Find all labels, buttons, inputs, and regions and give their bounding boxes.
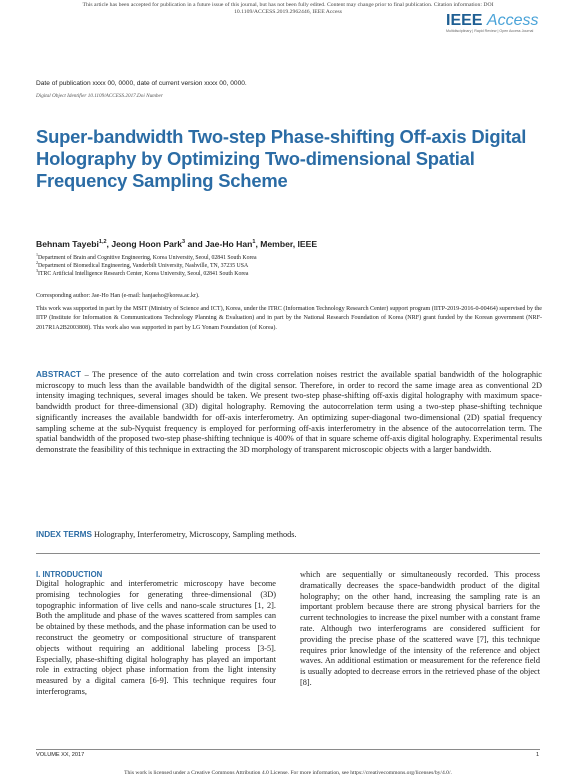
affiliation-3: $^3$ITRC Artificial Intelligence Research Center, Korea University, Seoul, 02841 South Korea [36,268,249,277]
author-3-membership: , Member, IEEE [255,239,318,249]
abstract-label: ABSTRACT [36,370,82,379]
footer-page-number: 1 [536,752,540,758]
index-terms [36,530,542,539]
funding-statement: This work was supported in part by the MSIT (Ministry of Science and ICT), Korea, under the ITRC (Information Technology Research Center) support program (IITP-2019-2016-0-00464) supervised by the IITP (Institute for Information & Communications Technology Planning & Evaluation) and in part by the National Research Foundation of Korea (NRF) grant funded by the Korean government (NRF-2017R1A2B2003808). This work also was supported in part by LG Yonam Foundation (of Korea). [36,306,542,331]
author-1-affil: 1,2 [98,239,107,246]
author-1: Behnam Tayebi [36,239,99,249]
footer-volume: VOLUME XX, 2017 [36,752,85,758]
footer-divider [36,749,540,750]
logo-ieee-text: IEEE [446,12,483,29]
author-3: and Jae-Ho Han [185,239,253,249]
logo-access-text: Access [486,12,539,29]
publication-notice-line1: This article has been accepted for publication in a future issue of this journal, but has not been fully edited. Content may change prior to final publication. Citation information: DOI [82,2,494,8]
intro-right-column: which are sequentially or simultaneously recorded. This process dramatically decreases the space-bandwidth product of the digital holography; on the other hand, increasing the sampling rate is an important problem because there are strong physical barriers for the current technologies to increase the pixel number with a constant frame rate. Although two interferograms are considered sufficient for providing the precise phase of the scattered wave [7], this technique requires prior knowledge of the intensity of the reference and object waves. An additional estimation or measurement for the reference field is usually adopted to decrease errors in the retrieved phase of the object [8]. [300,570,540,687]
logo-tagline: Multidisciplinary | Rapid Review | Open Access Journal [446,29,534,33]
intro-left-column: Digital holographic and interferometric microscopy have become promising technologies for generating three-dimensional (3D) topographic information of live cells and nano-scale structures [1, 2]. Both the amplitude and phase of the waves scattered from samples can be obtained by these methods, and the phase information can be used to reconstruct the geometry or compositional structure of transparent objects without requiring an additional labeling process [3-5]. Especially, phase-shifting digital holography has played an important role in extracting object phase information from the light intensity measured by a digital camera [6-9]. This technique requires four interferograms, [36,579,276,696]
publication-notice-line2: 10.1109/ACCESS.2019.2962446, IEEE Access [234,9,342,15]
paper-title: Super-bandwidth Two-step Phase-shifting Off-axis Digital Holography by Optimizing Two-dimensional Spatial Frequency Sampling Scheme [36,126,527,191]
author-list [36,239,317,249]
index-terms-label: INDEX TERMS [36,530,92,539]
index-terms-text: Holography, Interferometry, Microscopy, Sampling methods. [91,530,297,539]
ieee-access-logo [446,12,556,42]
author-2-affil: 3 [182,239,186,246]
publication-dates: Date of publication xxxx 00, 0000, date of current version xxxx 00, 0000. [36,80,247,87]
author-2: , Jeong Hoon Park [106,239,182,249]
logo-wordmark [446,12,556,30]
author-3-affil: 1 [252,239,256,246]
affiliation-2: $^2$Department of Biomedical Engineering, Vanderbilt University, Nashville, TN, 37235 USA [36,260,249,269]
license-notice: This work is licensed under a Creative Commons Attribution 4.0 License. For more information, see https://creativecommons.org/licenses/by/4.0/. [124,770,452,776]
section-heading-introduction: I. INTRODUCTION [36,570,103,579]
section-divider [36,553,540,554]
affiliation-1: $^1$Department of Brain and Cognitive Engineering, Korea University, Seoul, 02841 South Korea [36,252,257,261]
abstract [36,370,542,456]
doi-line: Digital Object Identifier 10.1109/ACCESS.2017.Doi Number [36,93,163,99]
corresponding-author: Corresponding author: Jae-Ho Han (e-mail: hanjaeho@korea.ac.kr). [36,293,200,299]
abstract-text: – The presence of the auto correlation and twin cross correlation noises restrict the available spatial bandwidth of the holographic microscopy to much less than the available bandwidth of the digital sensor. Therefore, in order to record the same image area as conventional 2D intensity imaging techniques, several images should be taken. We present two-step phase-shifting off-axis digital holography with maximum space-bandwidth product for three-dimensional (3D) digital holography. Removing the autocorrelation term using a two-step phase-shifting technique significantly increases the available bandwidth for off-axis interferometry. An optimizing super-diagonal two-dimensional (2D) spatial frequency sampling scheme at the sub-Nyquist frequency is employed for performing off-axis interferometry in the absence of the autocorrelation term. The spatial bandwidth of the proposed two-step phase-shifting technique is 400% of that in square scheme off-axis digital holography. Experimental results demonstrate the feasibility of this technique in extracting the 3D morphology of transparent microscopic objects with a larger bandwidth. [36,370,542,454]
